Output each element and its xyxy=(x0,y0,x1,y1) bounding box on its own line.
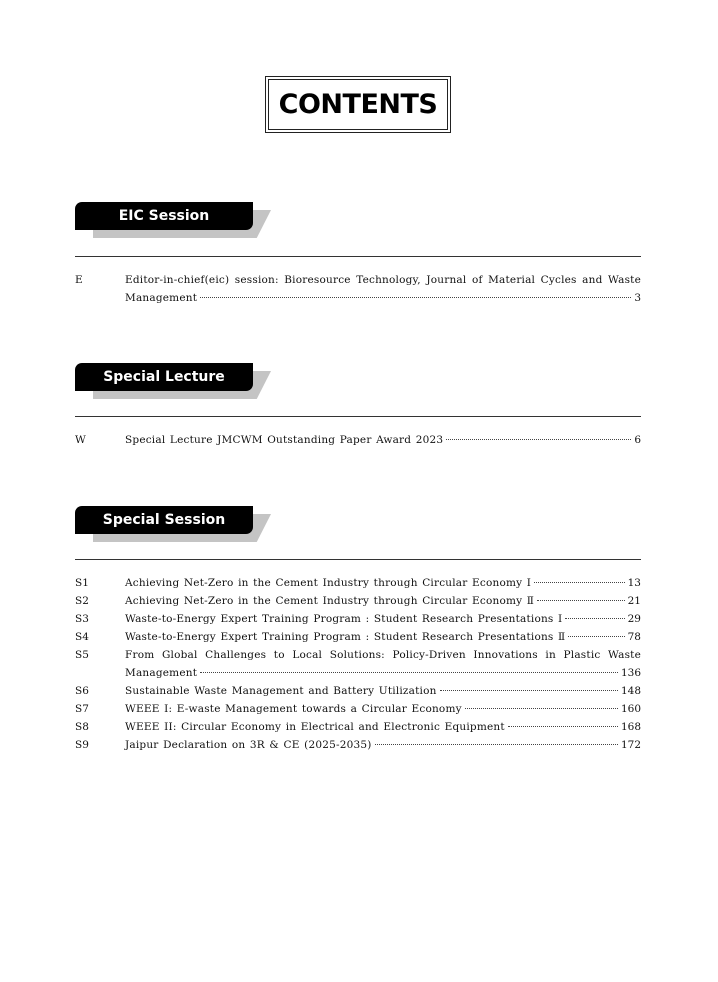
toc-entry[interactable] xyxy=(75,431,641,449)
entry-page: 172 xyxy=(620,739,641,751)
entry-code: S6 xyxy=(75,685,89,697)
entry-page: 29 xyxy=(627,613,641,625)
entry-title: Sustainable Waste Management and Battery Utilization xyxy=(125,685,437,697)
entry-code: S1 xyxy=(75,577,89,589)
entry-title: From Global Challenges to Local Solutions: Policy-Driven Innovations in Plastic Waste xyxy=(125,649,641,661)
entry-code: S2 xyxy=(75,595,89,607)
entry-page: 13 xyxy=(627,577,641,589)
dot-leader xyxy=(446,439,631,440)
entry-title: WEEE I: E-waste Management towards a Circular Economy xyxy=(125,703,462,715)
toc-entry[interactable] xyxy=(75,700,641,718)
entry-code: S8 xyxy=(75,721,89,733)
entry-code: W xyxy=(75,434,86,446)
entry-title-continued: Management xyxy=(125,667,198,679)
entry-page: 168 xyxy=(620,721,641,733)
section-heading: EIC Session xyxy=(75,202,253,230)
dot-leader xyxy=(200,672,618,673)
dot-leader xyxy=(534,582,624,583)
entry-page: 3 xyxy=(634,292,641,304)
entry-title: Achieving Net-Zero in the Cement Industry through Circular Economy Ⅰ xyxy=(125,577,532,589)
entry-code: S4 xyxy=(75,631,89,643)
section-special-session xyxy=(75,506,641,751)
entry-code: E xyxy=(75,274,83,286)
entry-page: 21 xyxy=(627,595,641,607)
entry-title: Editor-in-chief(eic) session: Bioresource Technology, Journal of Material Cycles and Waste xyxy=(125,274,641,286)
entry-title: Jaipur Declaration on 3R & CE (2025-2035) xyxy=(125,739,372,751)
entry-page: 136 xyxy=(620,667,641,679)
dot-leader xyxy=(508,726,618,727)
toc-entry[interactable] xyxy=(75,610,641,628)
toc-entry[interactable] xyxy=(75,718,641,736)
entry-page: 148 xyxy=(620,685,641,697)
section-divider xyxy=(75,416,641,417)
entry-title: Special Lecture JMCWM Outstanding Paper Award 2023 xyxy=(125,434,444,446)
contents-title-box xyxy=(265,76,451,133)
toc-entry[interactable] xyxy=(75,592,641,610)
section-divider xyxy=(75,256,641,257)
section-divider xyxy=(75,559,641,560)
section-eic-session xyxy=(75,202,641,304)
page-title: CONTENTS xyxy=(278,89,438,120)
section-heading: Special Lecture xyxy=(75,363,253,391)
entry-title: Achieving Net-Zero in the Cement Industry through Circular Economy Ⅱ xyxy=(125,595,535,607)
section-heading: Special Session xyxy=(75,506,253,534)
entry-page: 160 xyxy=(620,703,641,715)
toc-entry[interactable] xyxy=(75,574,641,592)
entry-title: Waste-to-Energy Expert Training Program : Student Research Presentations Ⅰ xyxy=(125,613,563,625)
dot-leader xyxy=(200,297,631,298)
entry-code: S7 xyxy=(75,703,89,715)
entry-page: 6 xyxy=(634,434,641,446)
section-special-lecture xyxy=(75,363,641,446)
toc-entry[interactable] xyxy=(75,271,641,307)
entry-code: S5 xyxy=(75,649,89,661)
entry-code: S9 xyxy=(75,739,89,751)
dot-leader xyxy=(568,636,624,637)
dot-leader xyxy=(465,708,618,709)
entry-title: WEEE II: Circular Economy in Electrical and Electronic Equipment xyxy=(125,721,505,733)
dot-leader xyxy=(440,690,618,691)
toc-entry[interactable] xyxy=(75,736,641,754)
toc-entry[interactable] xyxy=(75,628,641,646)
dot-leader xyxy=(565,618,624,619)
entry-title: Waste-to-Energy Expert Training Program : Student Research Presentations Ⅱ xyxy=(125,631,566,643)
toc-entry[interactable] xyxy=(75,646,641,682)
entry-title-continued: Management xyxy=(125,292,198,304)
entry-page: 78 xyxy=(627,631,641,643)
dot-leader xyxy=(375,744,618,745)
entry-code: S3 xyxy=(75,613,89,625)
toc-entry[interactable] xyxy=(75,682,641,700)
dot-leader xyxy=(537,600,624,601)
